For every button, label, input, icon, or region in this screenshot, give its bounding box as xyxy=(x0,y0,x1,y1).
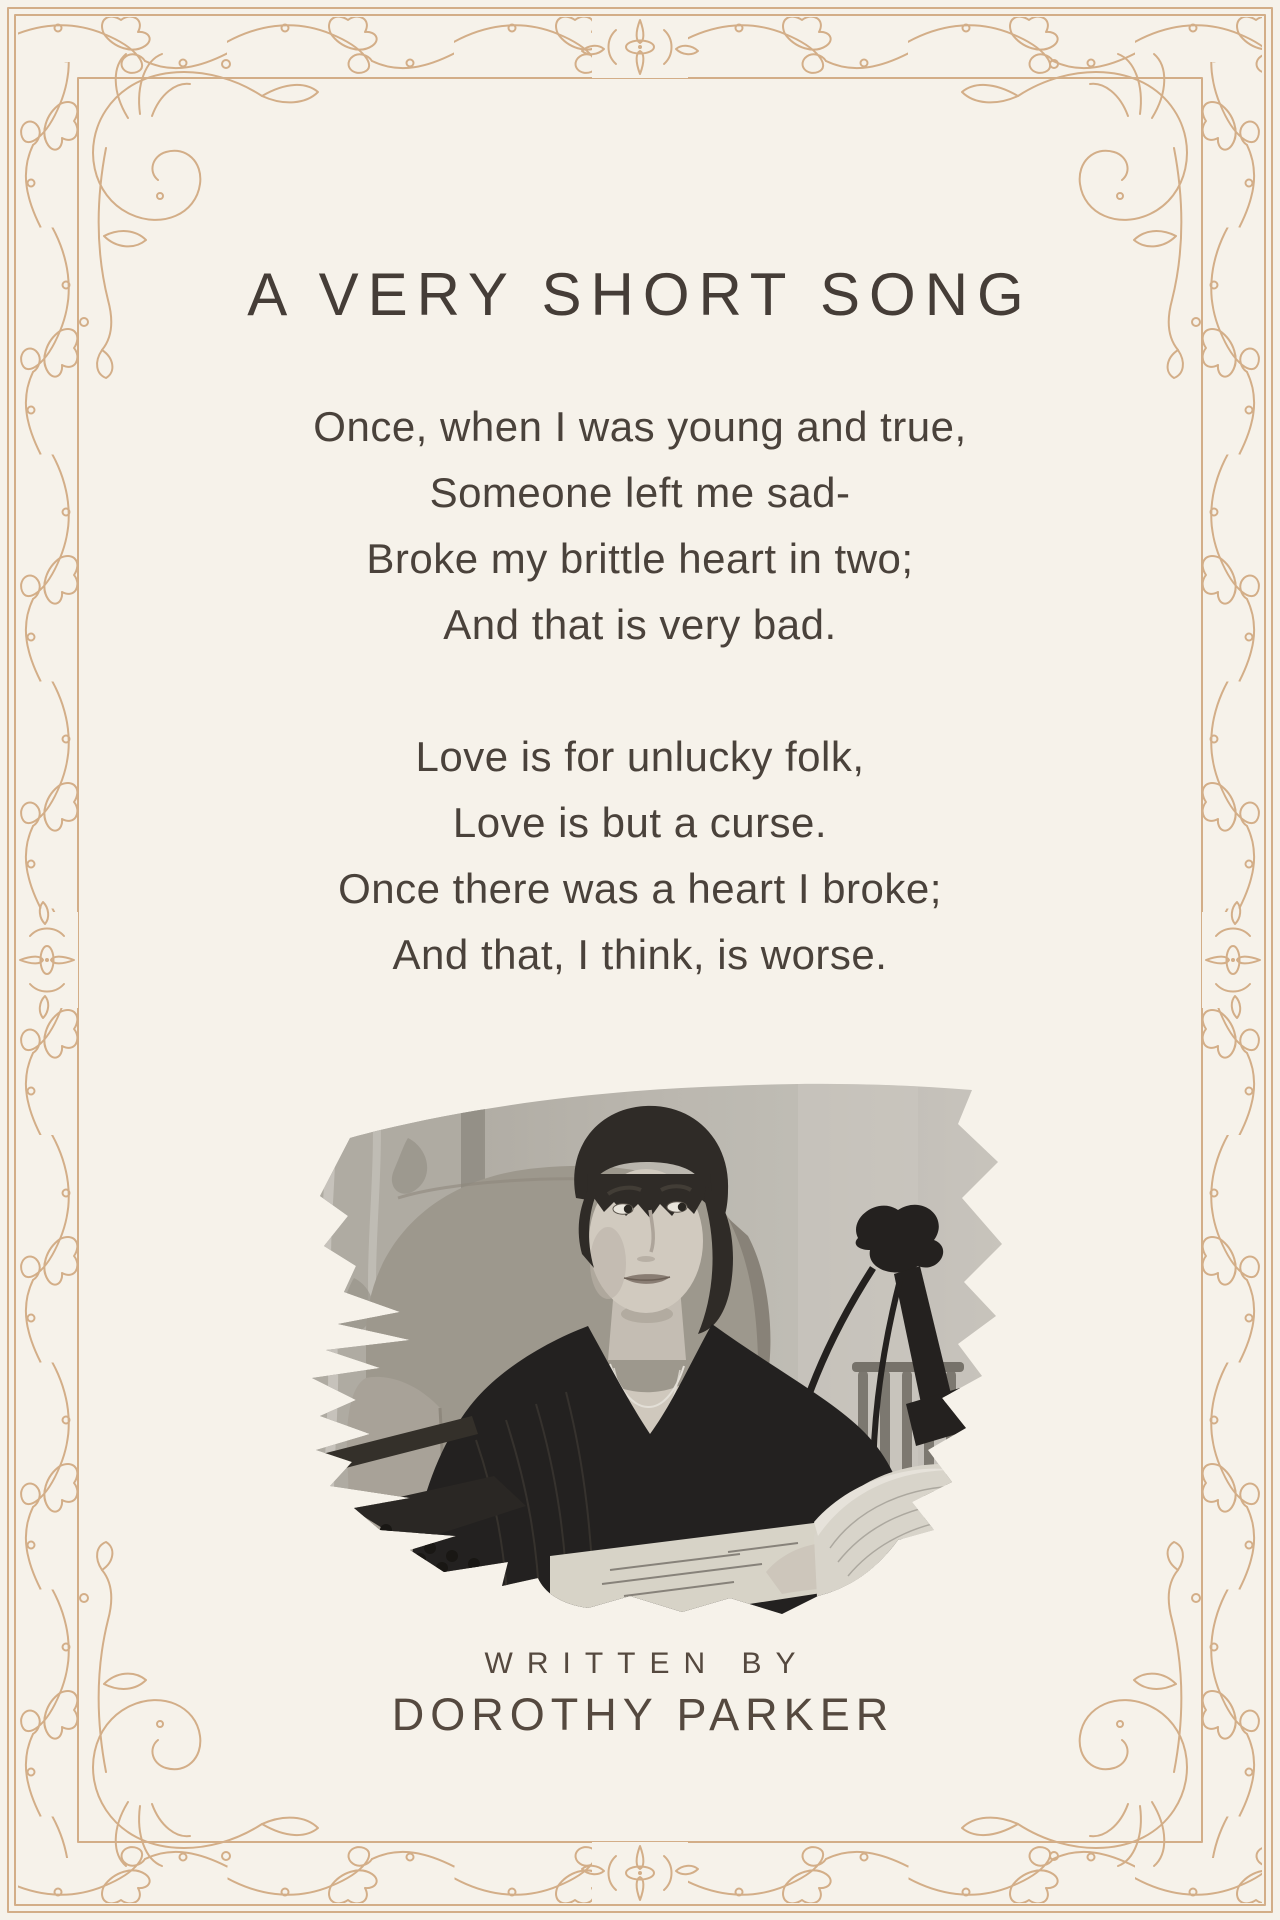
attribution-author: DOROTHY PARKER xyxy=(391,1689,895,1740)
poem-line: And that, I think, is worse. xyxy=(392,931,888,978)
dorothy-parker-photo xyxy=(258,1078,1008,1618)
poem-line: Love is but a curse. xyxy=(452,799,828,846)
poem-line: Love is for unlucky folk, xyxy=(415,733,865,780)
photo-illustration xyxy=(258,1078,1008,1618)
poem-line: And that is very bad. xyxy=(443,601,837,648)
poem-stanza-1 xyxy=(0,394,1280,658)
poem-line: Someone left me sad- xyxy=(429,469,851,516)
poem-title: A VERY SHORT SONG xyxy=(247,261,1033,328)
poem-line: Once there was a heart I broke; xyxy=(338,865,942,912)
attribution-written-by: WRITTEN BY xyxy=(484,1647,810,1680)
poem-line: Once, when I was young and true, xyxy=(313,403,967,450)
poem-text xyxy=(0,394,1280,988)
poem-line: Broke my brittle heart in two; xyxy=(366,535,914,582)
poem-stanza-2 xyxy=(0,724,1280,988)
